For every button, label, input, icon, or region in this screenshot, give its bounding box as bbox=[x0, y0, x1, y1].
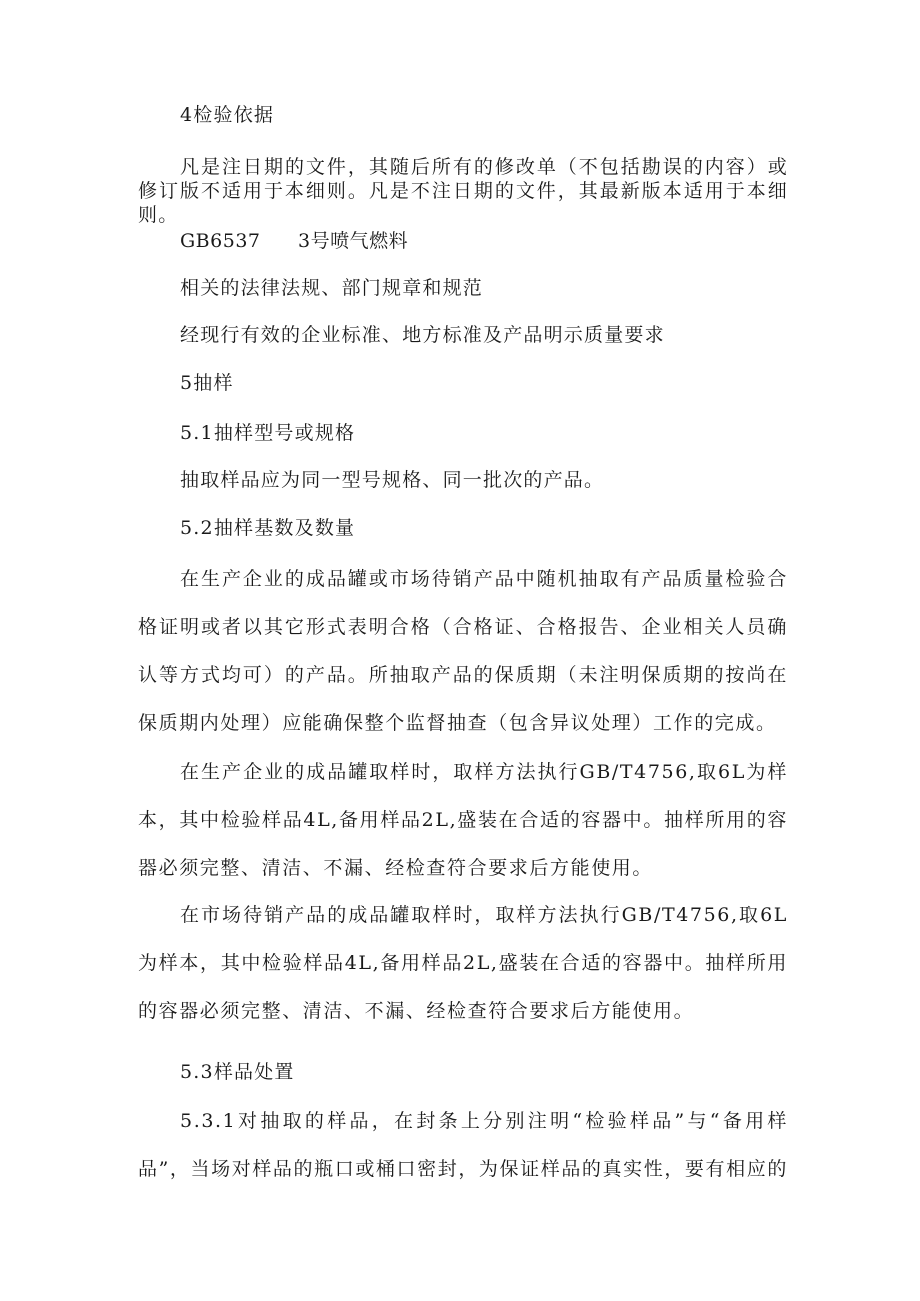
section-5-2-paragraph-2: 在生产企业的成品罐取样时，取样方法执行GB/T4756,取6L为样本，其中检验样品4L,备用样品2L,盛装在合适的容器中。抽样所用的容器必须完整、清洁、不漏、经检查符合要求后方能使用。 bbox=[138, 761, 788, 879]
section-5-heading: 5抽样 bbox=[180, 372, 234, 394]
standard-code: GB6537 bbox=[180, 230, 261, 252]
standard-reference bbox=[180, 229, 408, 253]
reference-laws: 相关的法律法规、部门规章和规范 bbox=[180, 277, 484, 299]
section-5-2-paragraph-3: 在市场待销产品的成品罐取样时，取样方法执行GB/T4756,取6L为样本，其中检验样品4L,备用样品2L,盛装在合适的容器中。抽样所用的容器必须完整、清洁、不漏、经检查符合要求后方能使用。 bbox=[138, 904, 788, 1022]
section-4-heading: 4检验依据 bbox=[180, 104, 275, 126]
section-4-paragraph bbox=[138, 155, 788, 227]
section-5-3-1-paragraph: 5.3.1对抽取的样品，在封条上分别注明“检验样品”与“备用样品”，当场对样品的瓶口或桶口密封，为保证样品的真实性，要有相应的 bbox=[138, 1110, 788, 1180]
section-5-3-heading: 5.3样品处置 bbox=[180, 1061, 295, 1083]
section-5-2-heading: 5.2抽样基数及数量 bbox=[180, 517, 356, 539]
section-5-1-text: 抽取样品应为同一型号规格、同一批次的产品。 bbox=[180, 469, 605, 491]
section-5-2-paragraph-1: 在生产企业的成品罐或市场待销产品中随机抽取有产品质量检验合格证明或者以其它形式表明合格（合格证、合格报告、企业相关人员确认等方式均可）的产品。所抽取产品的保质期（未注明保质期的按尚在保质期内处理）应能确保整个监督抽查（包含异议处理）工作的完成。 bbox=[138, 568, 788, 734]
reference-standards: 经现行有效的企业标准、地方标准及产品明示质量要求 bbox=[180, 324, 665, 346]
section-4-paragraph-text: 凡是注日期的文件，其随后所有的修改单（不包括勘误的内容）或修订版不适用于本细则。凡是不注日期的文件，其最新版本适用于本细则。 bbox=[138, 156, 788, 226]
standard-title: 3号喷气燃料 bbox=[298, 230, 409, 252]
section-5-1-heading: 5.1抽样型号或规格 bbox=[180, 422, 356, 444]
